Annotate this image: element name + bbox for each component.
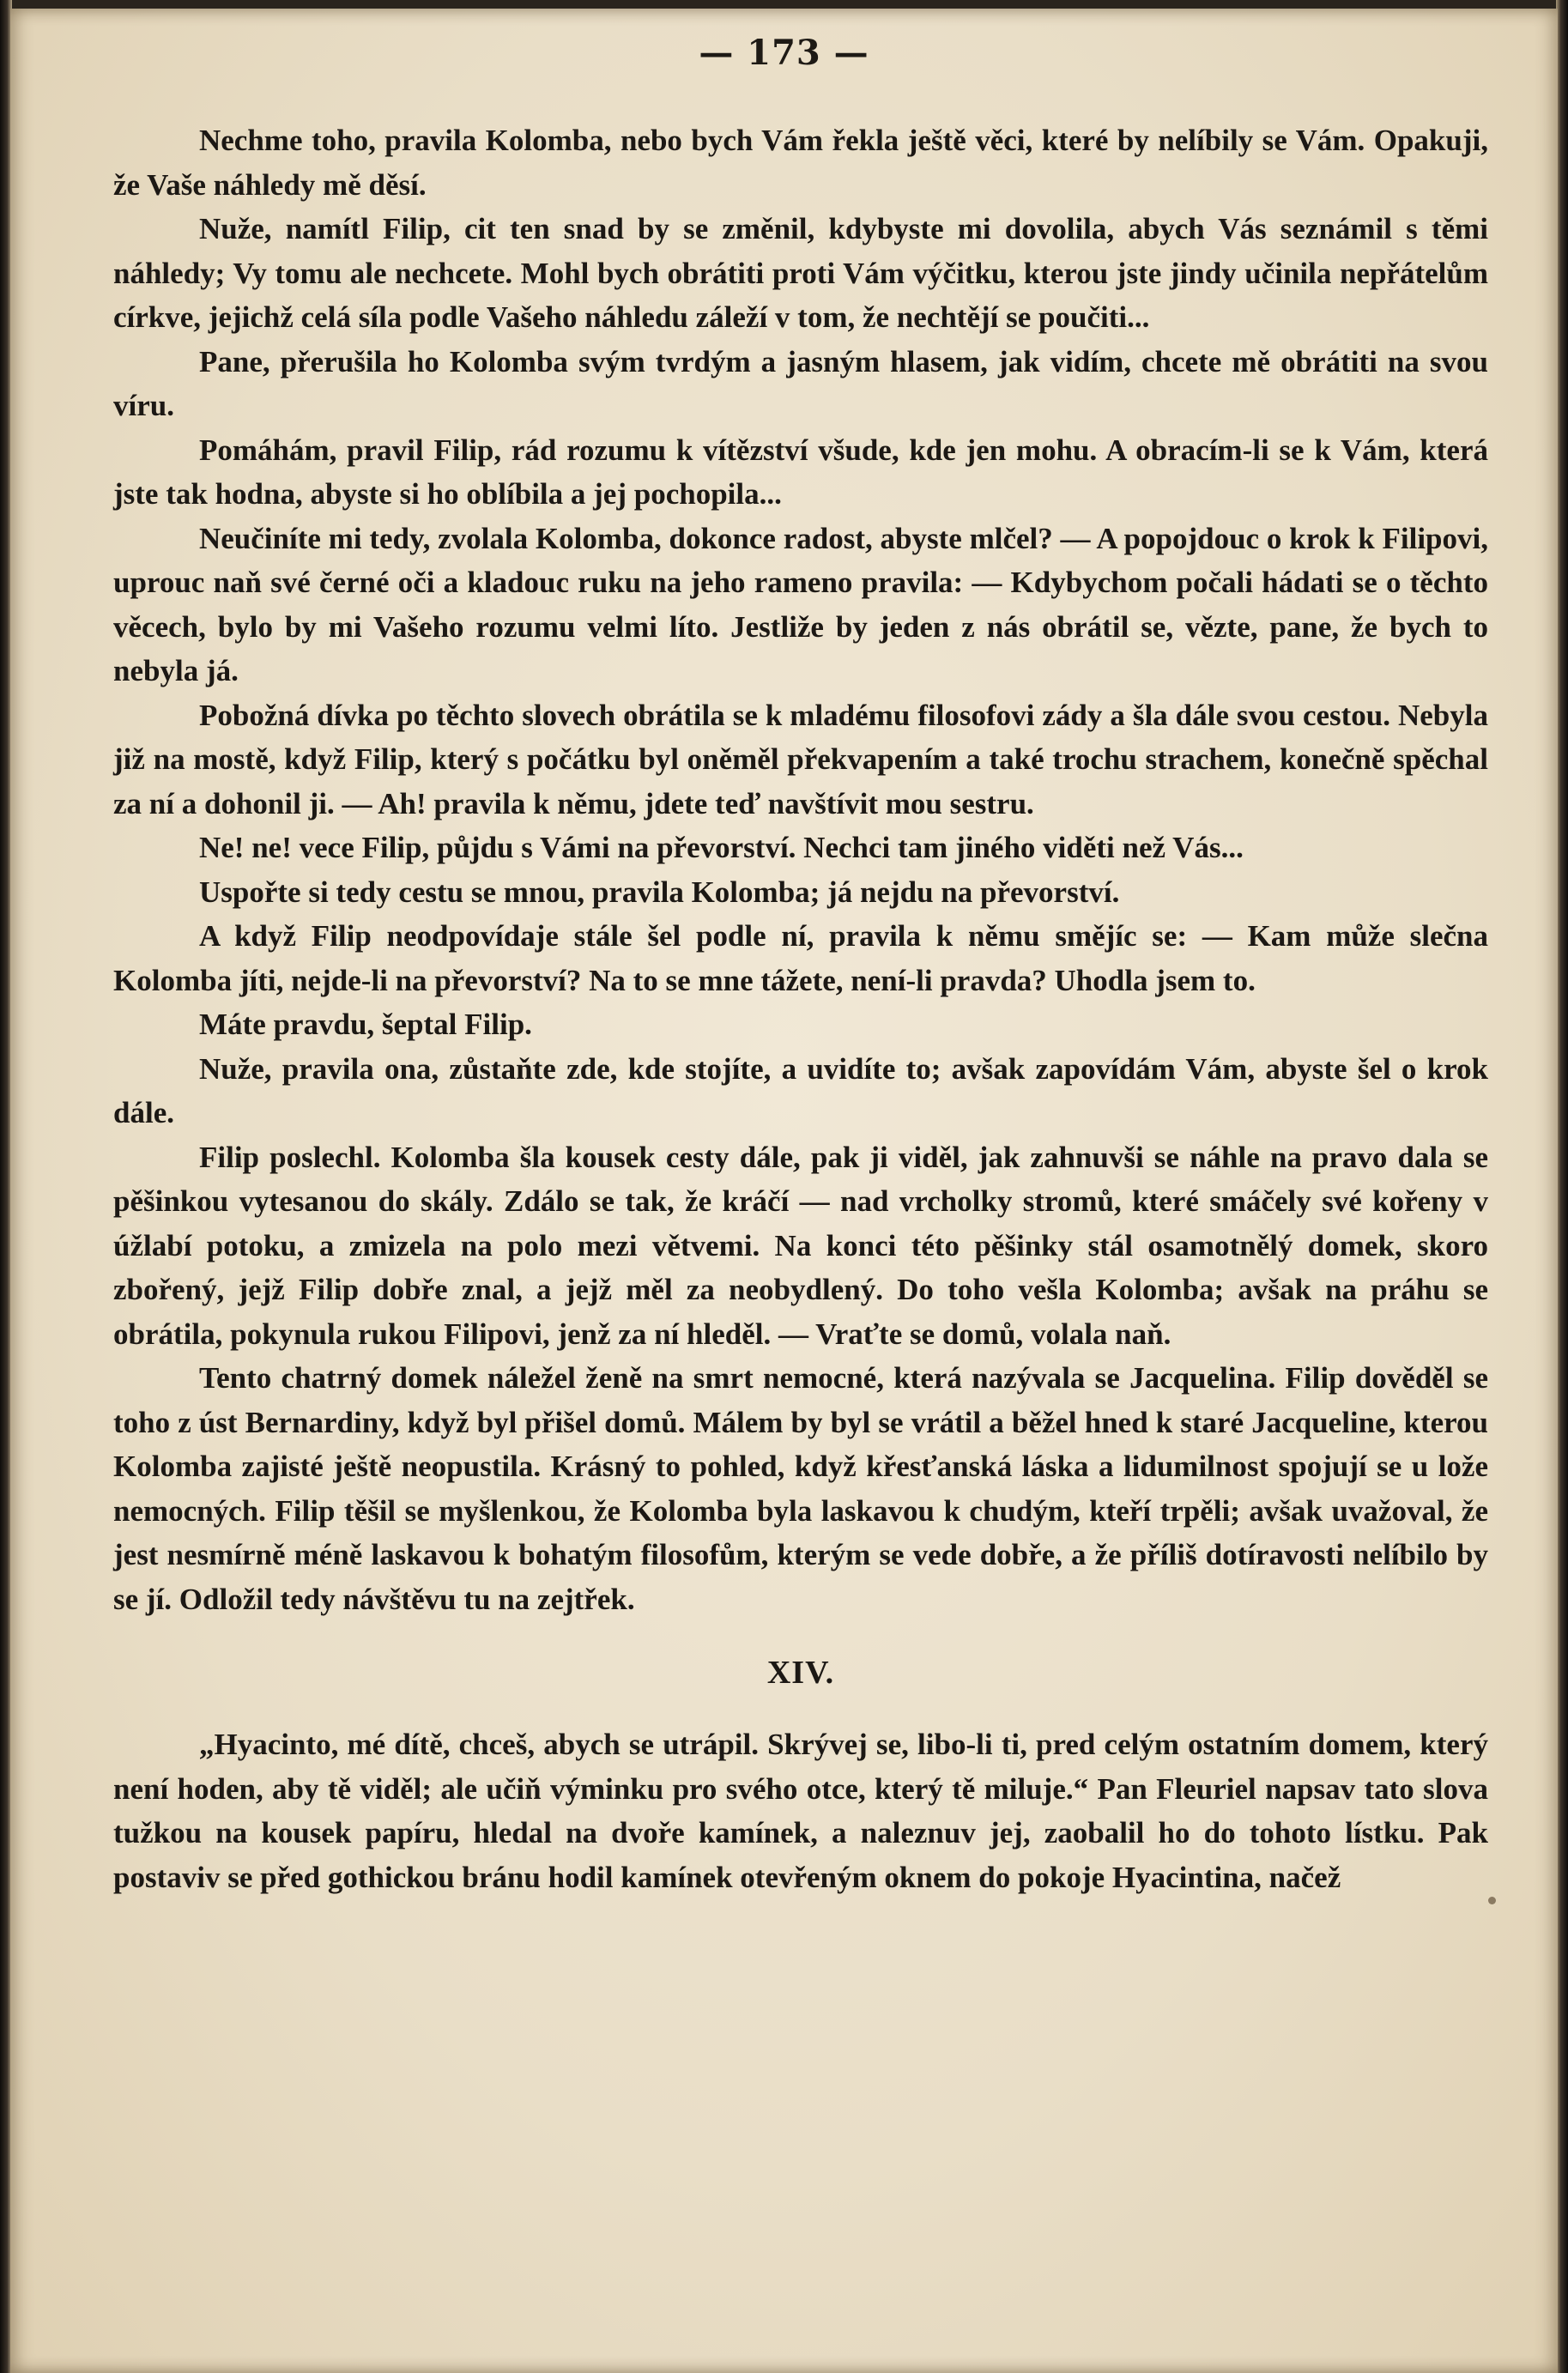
- page-number: — 173 —: [699, 33, 869, 73]
- paragraph: Máte pravdu, šeptal Filip.: [199, 1008, 532, 1041]
- paragraph: Nuže, pravila ona, zůstaňte zde, kde stojíte, a uvidíte to; avšak zapovídám Vám, abyste šel o krok dále.: [113, 1051, 1488, 1129]
- page-body: [113, 118, 1488, 1899]
- paragraph: Nuže, namítl Filip, cit ten snad by se změnil, kdybyste mi dovolila, abych Vás seznámil s těmi náhledy; Vy tomu ale nechcete. Mohl bych obrátiti proti Vám výčitku, kterou jste jindy učinila nepřátelům církve, jejichž celá síla podle Vašeho náhledu záleží v tom, že nechtějí se poučiti...: [113, 212, 1488, 334]
- paragraph: A když Filip neodpovídaje stále šel podle ní, pravila k němu smějíc se: — Kam může slečna Kolomba jíti, nejde-li na převorství? Na to se mne tážete, není-li pravda? Uhodla jsem to.: [113, 919, 1488, 997]
- paragraph: Neučiníte mi tedy, zvolala Kolomba, dokonce radost, abyste mlčel? — A popojdouc o krok k Filipovi, uprouc naň své černé oči a kladouc ruku na jeho rameno pravila: — Kdybychom počali hádati se o těchto věcech, bylo by mi Vašeho rozumu velmi líto. Jestliže by jeden z nás obrátil se, vězte, pane, že bych to nebyla já.: [113, 521, 1488, 687]
- paper-speck: [1488, 1897, 1496, 1904]
- paragraph: Pobožná dívka po těchto slovech obrátila se k mladému filosofovi zády a šla dále svou cestou. Nebyla již na mostě, když Filip, který s počátku byl oněměl překvapením a také trochu strachem, konečně spěchal za ní a dohonil ji. — Ah! pravila k němu, jdete teď navštívit mou sestru.: [113, 698, 1488, 820]
- paragraph: „Hyacinto, mé dítě, chceš, abych se utrápil. Skrývej se, libo-li ti, pred celým ostatním domem, který není hoden, aby tě viděl; ale učiň výminku pro svého otce, který tě miluje.“ Pan Fleuriel napsav tato slova tužkou na kousek papíru, hledal na dvoře kamínek, a naleznuv jej, zaobalil ho do tohoto lístku. Pak postaviv se před gothickou bránu hodil kamínek otevřeným oknem do pokoje Hyacintina, načež: [113, 1728, 1488, 1894]
- paragraph: Nechme toho, pravila Kolomba, nebo bych Vám řekla ještě věci, které by nelíbily se Vám. Opakuji, že Vaše náhledy mě děsí.: [113, 124, 1488, 202]
- paragraph: Ne! ne! vece Filip, půjdu s Vámi na převorství. Nechci tam jiného viděti než Vás...: [199, 831, 1244, 864]
- paragraph: Pomáhám, pravil Filip, rád rozumu k vítězství všude, kde jen mohu. A obracím-li se k Vám, která jste tak hodna, abyste si ho oblíbila a jej pochopila...: [113, 433, 1488, 511]
- book-page: [10, 9, 1558, 2373]
- paragraph: Uspořte si tedy cestu se mnou, pravila Kolomba; já nejdu na převorství.: [199, 875, 1120, 909]
- paragraph: Filip poslechl. Kolomba šla kousek cesty dále, pak ji viděl, jak zahnuvši se náhle na pravo dala se pěšinkou vytesanou do skály. Zdálo se tak, že kráčí — nad vrcholky stromů, které smáčely své kořeny v úžlabí potoku, a zmizela na polo mezi větvemi. Na konci této pěšinky stál osamotnělý domek, skoro zbořený, jejž Filip dobře znal, a jejž měl za neobydlený. Do toho vešla Kolomba; avšak na práhu se obrátila, pokynula rukou Filipovi, jenž za ní hleděl. — Vraťte se domů, volala naň.: [113, 1140, 1488, 1351]
- chapter-heading: XIV.: [766, 1655, 835, 1691]
- book-edge-shadow-right: [1556, 0, 1568, 2373]
- paragraph: Pane, přerušila ho Kolomba svým tvrdým a jasným hlasem, jak vidím, chcete mě obrátiti na svou víru.: [113, 344, 1488, 422]
- paragraph: Tento chatrný domek náležel ženě na smrt nemocné, která nazývala se Jacquelina. Filip dověděl se toho z úst Bernardiny, když byl přišel domů. Málem by byl se vrátil a běžel hned k staré Jacqueline, kterou Kolomba zajisté ještě neopustila. Krásný to pohled, když křesťanská láska a lidumilnost spojují se u lože nemocných. Filip těšil se myšlenkou, že Kolomba byla laskavou k chudým, kteří trpěli; avšak uvažoval, že jest nesmírně méně laskavou k bohatým filosofům, kterým se vede dobře, a že příliš dotíravosti nelíbilo by se jí. Odložil tedy návštěvu tu na zejtřek.: [113, 1361, 1488, 1616]
